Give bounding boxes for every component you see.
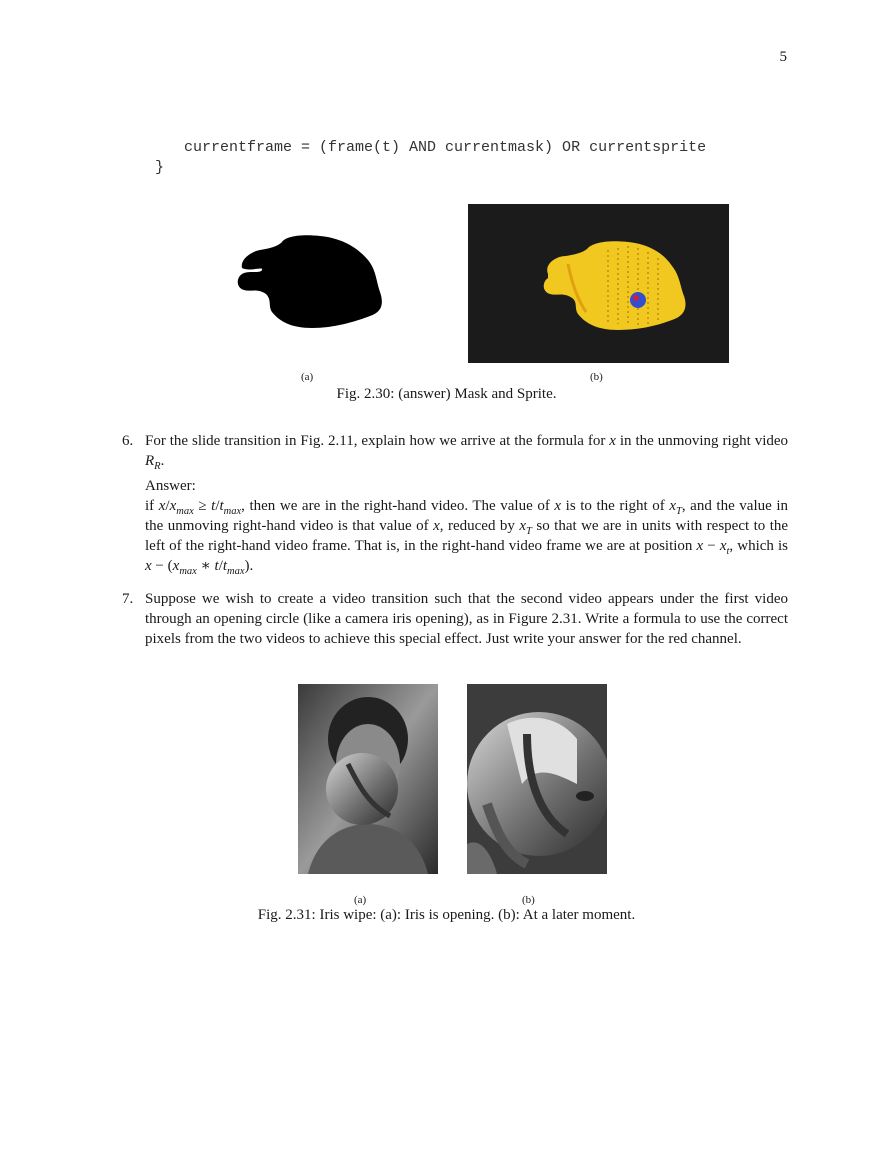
fish-sprite-image xyxy=(468,204,729,363)
exercise-6-answer: if $x/x_{max} \ge t/t_{max}$, then we are in the right-hand video. The value of x is to the right of $x_T$, and the value in the unmoving right-hand video is that value of x, reduced by $x_T$ so that we are in units with respect to the left of the right-hand video frame. That is, in the right-hand video frame we are at position $x - x_t$, which is $x - (x_{max}$ ∗ $t/t_{max}$). xyxy=(145,498,789,577)
exercise-6 xyxy=(122,431,788,576)
page-number: 5 xyxy=(779,49,787,65)
iris-wipe-later-image xyxy=(467,684,607,874)
exercise-7-question: Suppose we wish to create a video transition such that the second video appears under the first video through an opening circle (like a camera iris opening), as in Figure 2.31. Write a formula to use the correct pixels from the two videos to achieve this special effect. Just write your answer for the red channel. xyxy=(145,591,788,647)
exercise-7 xyxy=(122,589,788,649)
exercise-6-question: For the slide transition in Fig. 2.11, explain how we arrive at the formula for x in the unmoving right video $R_R$. xyxy=(145,433,789,472)
fig230-label-a: (a) xyxy=(301,371,314,383)
fig231-caption: Fig. 2.31: Iris wipe: (a): Iris is opening. (b): At a later moment. xyxy=(257,907,636,923)
fig231-label-b: (b) xyxy=(522,894,535,906)
exercise-6-answer-label: Answer: xyxy=(145,478,196,494)
exercise-7-number: 7. xyxy=(122,591,134,607)
code-line-closing-brace: } xyxy=(155,159,165,176)
fig230-label-b: (b) xyxy=(590,371,603,383)
fig230-caption: Fig. 2.30: (answer) Mask and Sprite. xyxy=(336,386,557,402)
exercise-6-number: 6. xyxy=(122,433,134,449)
iris-wipe-opening-image xyxy=(298,684,438,874)
code-line-currentframe: currentframe = (frame(t) AND currentmask) OR currentsprite xyxy=(184,139,707,156)
fig231-label-a: (a) xyxy=(354,894,367,906)
fish-mask-image xyxy=(230,230,390,335)
